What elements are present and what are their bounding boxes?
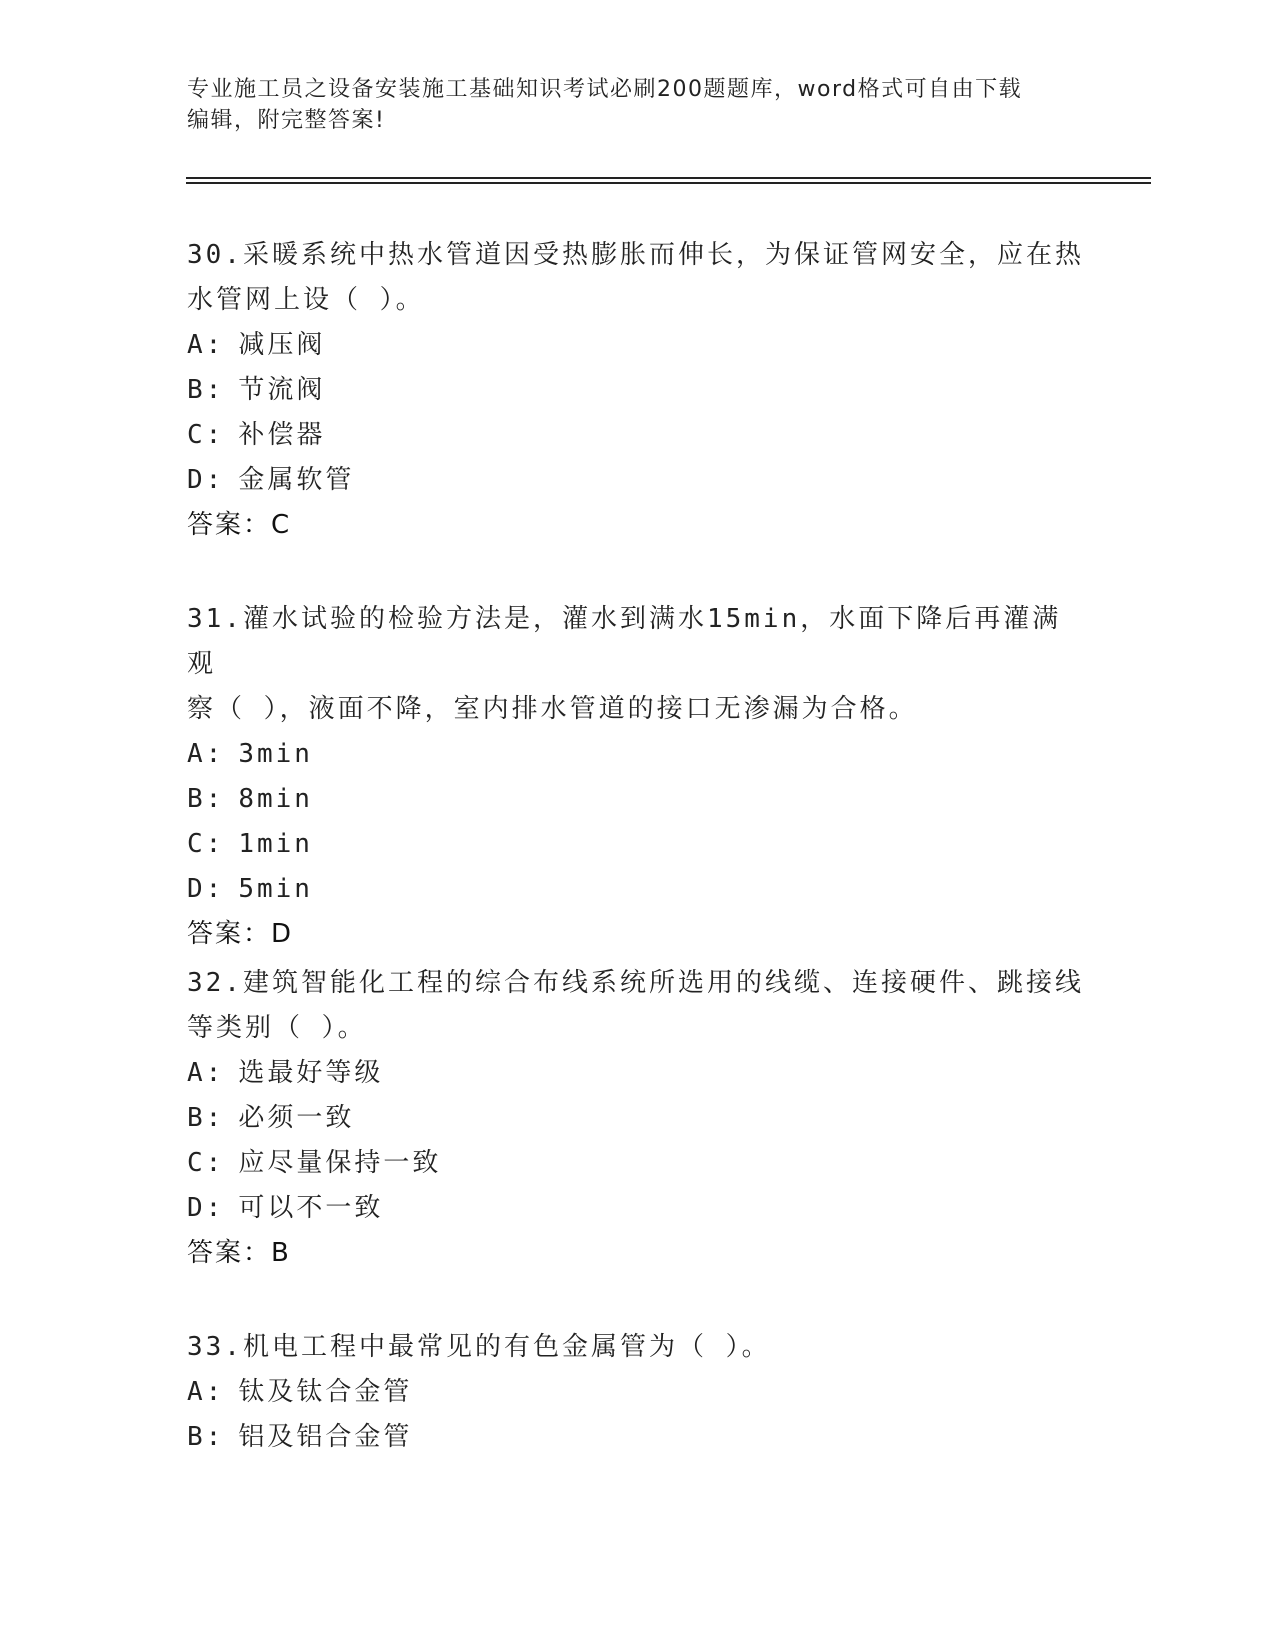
- option-separator: :: [205, 874, 225, 904]
- option-letter: B: [187, 1103, 206, 1133]
- option-separator: :: [205, 1422, 225, 1452]
- option-letter: C: [187, 420, 206, 450]
- option-text: 节流阀: [238, 375, 326, 405]
- question-stem-line: 察（ ），液面不降，室内排水管道的接口无渗漏为合格。: [187, 694, 918, 724]
- option-separator: :: [205, 330, 225, 360]
- header-divider-top: [186, 177, 1151, 179]
- question-31: [187, 597, 1087, 957]
- option-letter: D: [187, 874, 206, 904]
- option-text: 选最好等级: [238, 1058, 384, 1088]
- answer-line: 答案：D: [187, 919, 294, 949]
- option-letter: A: [187, 1377, 206, 1407]
- option-b: [187, 1415, 1087, 1460]
- option-text: 金属软管: [238, 465, 355, 495]
- option-c: [187, 413, 1087, 458]
- option-text: 应尽量保持一致: [238, 1148, 442, 1178]
- header-divider-bottom: [186, 182, 1151, 184]
- option-c: [187, 822, 1087, 867]
- option-separator: :: [205, 1058, 225, 1088]
- header-line-2: 编辑，附完整答案!: [187, 108, 386, 133]
- option-d: [187, 458, 1087, 503]
- option-text: 钛及钛合金管: [238, 1377, 413, 1407]
- question-stem-line: 水管网上设（ ）。: [187, 285, 425, 315]
- option-b: [187, 777, 1087, 822]
- option-a: [187, 323, 1087, 368]
- option-separator: :: [205, 420, 225, 450]
- option-separator: :: [205, 739, 225, 769]
- option-a: [187, 1370, 1087, 1415]
- option-d: [187, 1186, 1087, 1231]
- option-letter: B: [187, 375, 206, 405]
- option-separator: :: [205, 1103, 225, 1133]
- option-text: 减压阀: [238, 330, 326, 360]
- option-text: 3min: [238, 739, 313, 769]
- question-stem-line: 33.机电工程中最常见的有色金属管为（ ）。: [187, 1332, 771, 1362]
- option-separator: :: [205, 1148, 225, 1178]
- option-text: 可以不一致: [238, 1193, 384, 1223]
- question-33: [187, 1325, 1087, 1460]
- question-stem: [187, 961, 1087, 1051]
- option-letter: D: [187, 1193, 206, 1223]
- question-stem-line: 31.灌水试验的检验方法是，灌水到满水15min，水面下降后再灌满观: [187, 604, 1062, 679]
- option-letter: C: [187, 829, 206, 859]
- question-stem-line: 等类别（ ）。: [187, 1013, 367, 1043]
- option-b: [187, 1096, 1087, 1141]
- question-stem: [187, 233, 1087, 323]
- option-separator: :: [205, 784, 225, 814]
- option-a: [187, 732, 1087, 777]
- option-text: 铝及铝合金管: [238, 1422, 413, 1452]
- question-stem-line: 30.采暖系统中热水管道因受热膨胀而伸长，为保证管网安全，应在热: [187, 240, 1084, 270]
- option-a: [187, 1051, 1087, 1096]
- option-letter: D: [187, 465, 206, 495]
- option-text: 补偿器: [238, 420, 326, 450]
- document-header: [187, 74, 1087, 136]
- header-line-1: 专业施工员之设备安装施工基础知识考试必刷200题题库，word格式可自由下载: [187, 77, 1023, 102]
- option-text: 8min: [238, 784, 313, 814]
- answer-line: 答案：C: [187, 510, 292, 540]
- option-c: [187, 1141, 1087, 1186]
- option-letter: A: [187, 1058, 206, 1088]
- question-32: [187, 961, 1087, 1276]
- option-text: 1min: [238, 829, 313, 859]
- option-letter: B: [187, 1422, 206, 1452]
- option-separator: :: [205, 829, 225, 859]
- option-separator: :: [205, 375, 225, 405]
- question-stem: [187, 597, 1087, 732]
- question-30: [187, 233, 1087, 548]
- answer-line: 答案：B: [187, 1238, 291, 1268]
- option-letter: B: [187, 784, 206, 814]
- question-stem-line: 32.建筑智能化工程的综合布线系统所选用的线缆、连接硬件、跳接线: [187, 968, 1084, 998]
- option-b: [187, 368, 1087, 413]
- option-d: [187, 867, 1087, 912]
- option-letter: C: [187, 1148, 206, 1178]
- option-separator: :: [205, 1193, 225, 1223]
- option-text: 5min: [238, 874, 313, 904]
- option-letter: A: [187, 330, 206, 360]
- option-letter: A: [187, 739, 206, 769]
- option-separator: :: [205, 1377, 225, 1407]
- option-separator: :: [205, 465, 225, 495]
- question-stem: [187, 1325, 1087, 1370]
- option-text: 必须一致: [238, 1103, 355, 1133]
